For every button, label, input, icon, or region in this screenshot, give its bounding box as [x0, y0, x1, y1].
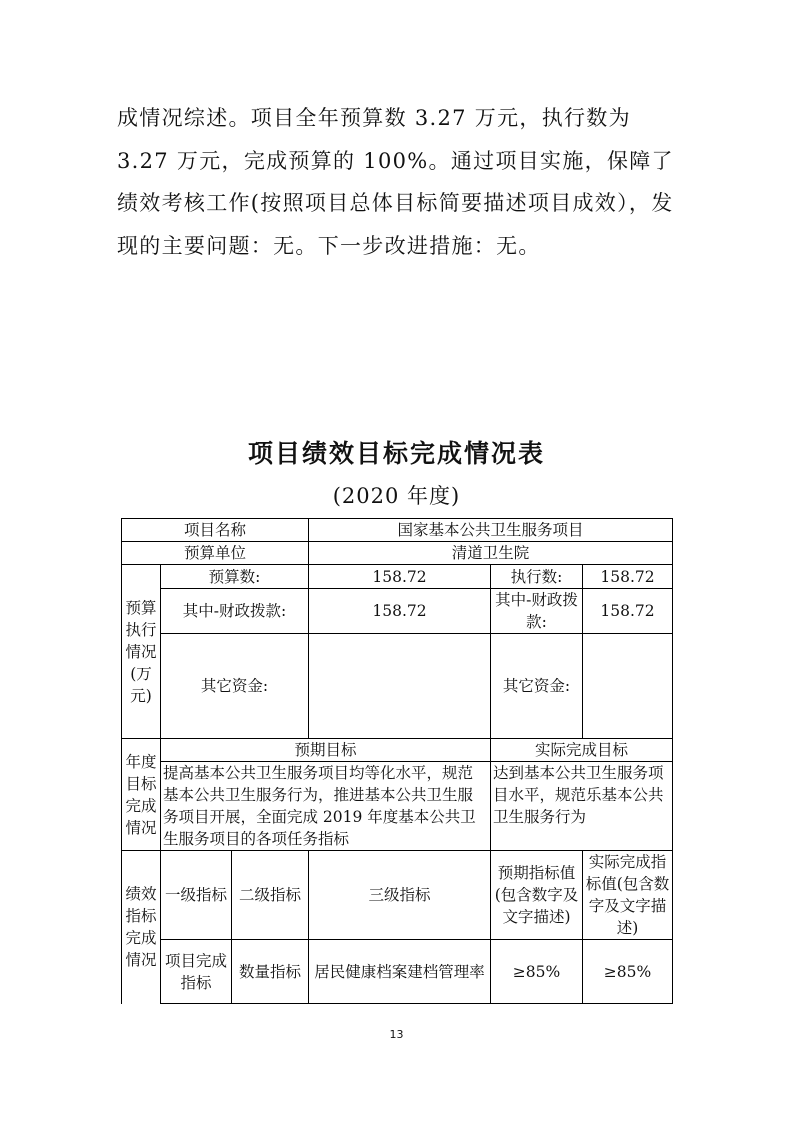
indicator-section-label: 绩效指标完成情况	[125, 885, 157, 970]
budget-amount-value: 158.72	[309, 565, 491, 589]
budget-exec-label: 预算执行情况(万元)	[125, 598, 157, 705]
table-row	[122, 542, 673, 565]
actual-goal-label: 实际完成目标	[491, 739, 673, 762]
annual-goal-label-cell	[122, 739, 161, 851]
table-row	[122, 851, 673, 940]
row1-level3: 居民健康档案建档管理率	[309, 940, 491, 1004]
budget-unit-value: 清道卫生院	[309, 542, 673, 565]
executed-amount-label: 执行数:	[491, 565, 583, 589]
table-row	[122, 519, 673, 542]
actual-goal-text: 达到基本公共卫生服务项目水平，规范乐基本公共卫生服务行为	[491, 762, 673, 851]
expected-goal-label: 预期目标	[161, 739, 491, 762]
actual-value-header: 实际完成指标值(包含数字及文字描述)	[583, 851, 673, 940]
budget-unit-label: 预算单位	[122, 542, 309, 565]
level1-header: 一级指标	[161, 851, 232, 940]
table-row	[122, 940, 673, 1004]
project-name-label: 项目名称	[122, 519, 309, 542]
row1-actual: ≥85%	[583, 940, 673, 1004]
executed-amount-value: 158.72	[583, 565, 673, 589]
other-funds-exec-value	[583, 634, 673, 739]
table-row	[122, 565, 673, 589]
level2-header: 二级指标	[232, 851, 309, 940]
table-row	[122, 762, 673, 851]
budget-exec-label-cell	[122, 565, 161, 739]
fiscal-exec-value: 158.72	[583, 589, 673, 634]
fiscal-budget-value: 158.72	[309, 589, 491, 634]
budget-amount-label: 预算数:	[161, 565, 309, 589]
row1-expected: ≥85%	[491, 940, 583, 1004]
level3-header: 三级指标	[309, 851, 491, 940]
row1-level1: 项目完成指标	[161, 940, 232, 1004]
table-title: 项目绩效目标完成情况表	[247, 439, 545, 468]
project-name-value: 国家基本公共卫生服务项目	[309, 519, 673, 542]
other-funds-label: 其它资金:	[161, 634, 309, 739]
other-funds-exec-label: 其它资金:	[491, 634, 583, 739]
row1-level2: 数量指标	[232, 940, 309, 1004]
table-subtitle: (2020 年度)	[332, 484, 461, 508]
expected-goal-text: 提高基本公共卫生服务项目均等化水平，规范基本公共卫生服务行为，推进基本公共卫生服务项目开展，全面完成 2019 年度基本公共卫生服务项目的各项任务指标	[161, 762, 491, 851]
indicator-section-label-cell	[122, 851, 161, 1004]
table-row	[122, 739, 673, 762]
expected-value-header: 预期指标值(包含数字及文字描述)	[491, 851, 583, 940]
other-funds-budget-value	[309, 634, 491, 739]
fiscal-exec-label: 其中-财政拨款:	[491, 589, 583, 634]
body-paragraph: 成情况综述。项目全年预算数 3.27 万元，执行数为 3.27 万元，完成预算的 100%。通过项目实施，保障了绩效考核工作(按照项目总体目标简要描述项目成效），发现的主要问题：无。下一步改进措施：无。	[117, 106, 674, 258]
fiscal-label: 其中-财政拨款:	[161, 589, 309, 634]
annual-goal-label: 年度目标完成情况	[125, 752, 157, 837]
performance-table	[121, 518, 673, 1004]
page-number: 13	[389, 1028, 404, 1041]
table-row	[122, 589, 673, 634]
table-row	[122, 634, 673, 739]
